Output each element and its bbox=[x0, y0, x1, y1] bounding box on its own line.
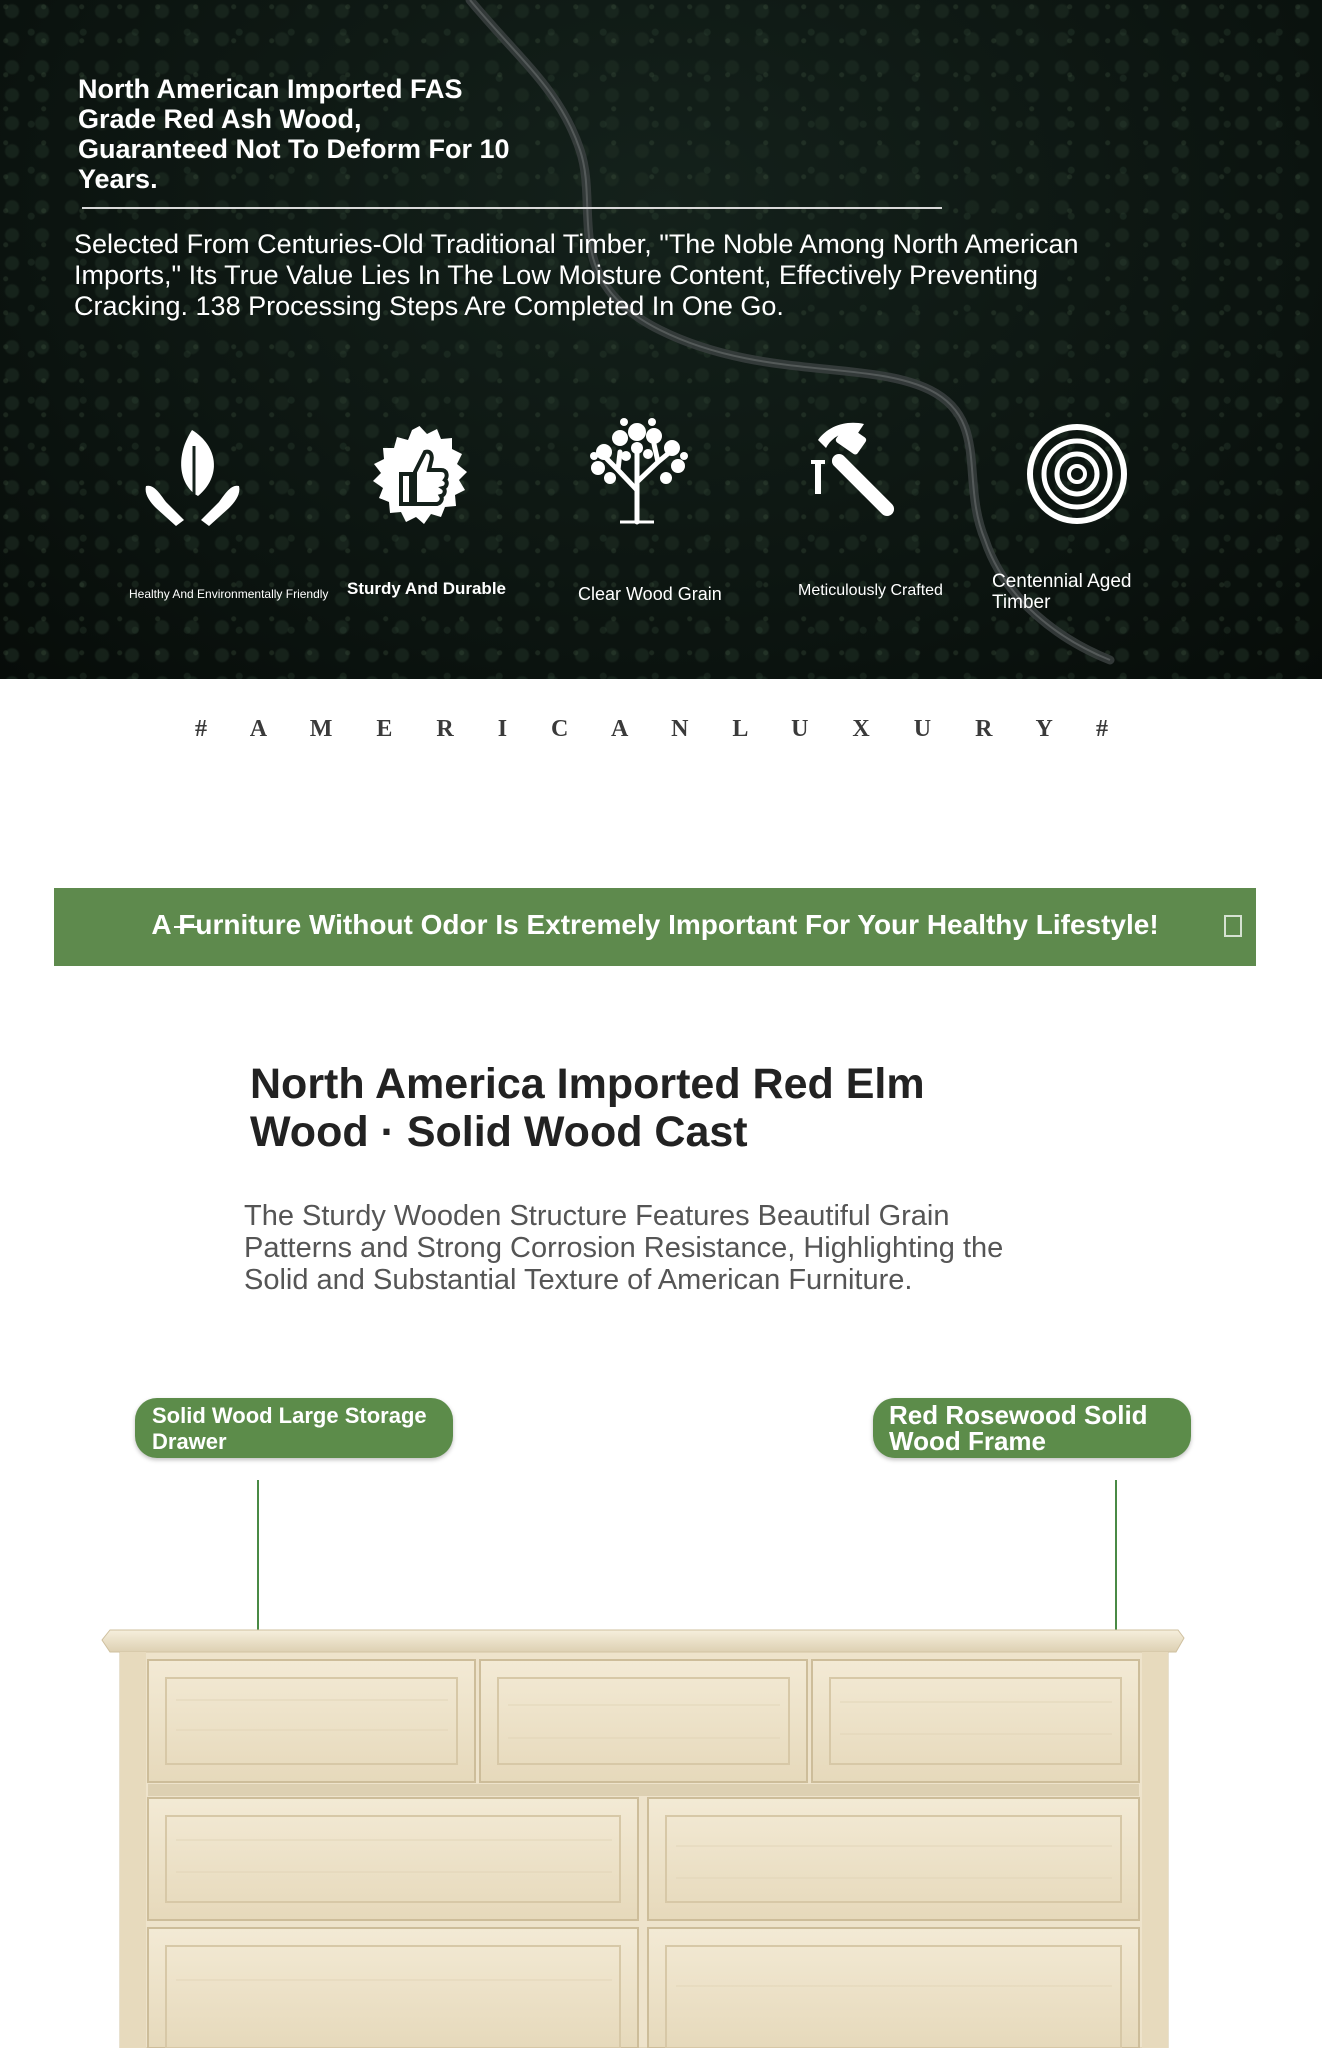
feature-label-crafted: Meticulously Crafted bbox=[798, 582, 943, 599]
banner-box-decoration bbox=[1224, 915, 1242, 937]
hero-title: North American Imported FAS Grade Red Ash Wood, Guaranteed Not To Deform For 10 Years. bbox=[78, 74, 510, 194]
tree-rings-icon bbox=[1025, 422, 1129, 526]
hero-divider bbox=[82, 207, 942, 209]
feature-label-centennial: Centennial Aged Timber bbox=[992, 571, 1132, 613]
feature-label-healthy: Healthy And Environmentally Friendly bbox=[129, 587, 329, 601]
feature-label-sturdy: Sturdy And Durable bbox=[347, 579, 506, 598]
callout-rosewood-frame-label: Red Rosewood Solid Wood Frame bbox=[889, 1400, 1148, 1456]
thumbs-up-badge-icon bbox=[367, 424, 472, 529]
hero-section bbox=[0, 0, 1322, 679]
callout-rosewood-frame bbox=[873, 1398, 1191, 1458]
callout-storage-drawer-label: Solid Wood Large Storage Drawer bbox=[152, 1403, 427, 1454]
dresser-image bbox=[0, 1610, 1322, 2048]
feature-label-wood-grain: Clear Wood Grain bbox=[578, 584, 722, 604]
product-headline: North America Imported Red Elm Wood · Solid Wood Cast bbox=[250, 1060, 925, 1156]
product-subtext: The Sturdy Wooden Structure Features Beautiful Grain Patterns and Strong Corrosion Resistance, Highlighting the Solid and Substantial Texture of American Furniture. bbox=[244, 1200, 1004, 1296]
leaf-hands-icon bbox=[140, 424, 245, 529]
american-luxury-tagline: # A M E R I C A N L U X U R Y # bbox=[195, 716, 1127, 742]
hammer-icon bbox=[808, 414, 922, 528]
hero-description: Selected From Centuries-Old Traditional Timber, "The Noble Among North American Imports," Its True Value Lies In The Low Moisture Content, Effectively Preventing Cracking. 138 Processing Steps Are Completed In One Go. bbox=[74, 229, 1079, 321]
odor-free-banner bbox=[54, 888, 1256, 966]
tree-icon bbox=[580, 412, 694, 526]
callout-storage-drawer bbox=[135, 1398, 453, 1458]
banner-text: A Furniture Without Odor Is Extremely Important For Your Healthy Lifestyle! bbox=[151, 909, 1159, 940]
